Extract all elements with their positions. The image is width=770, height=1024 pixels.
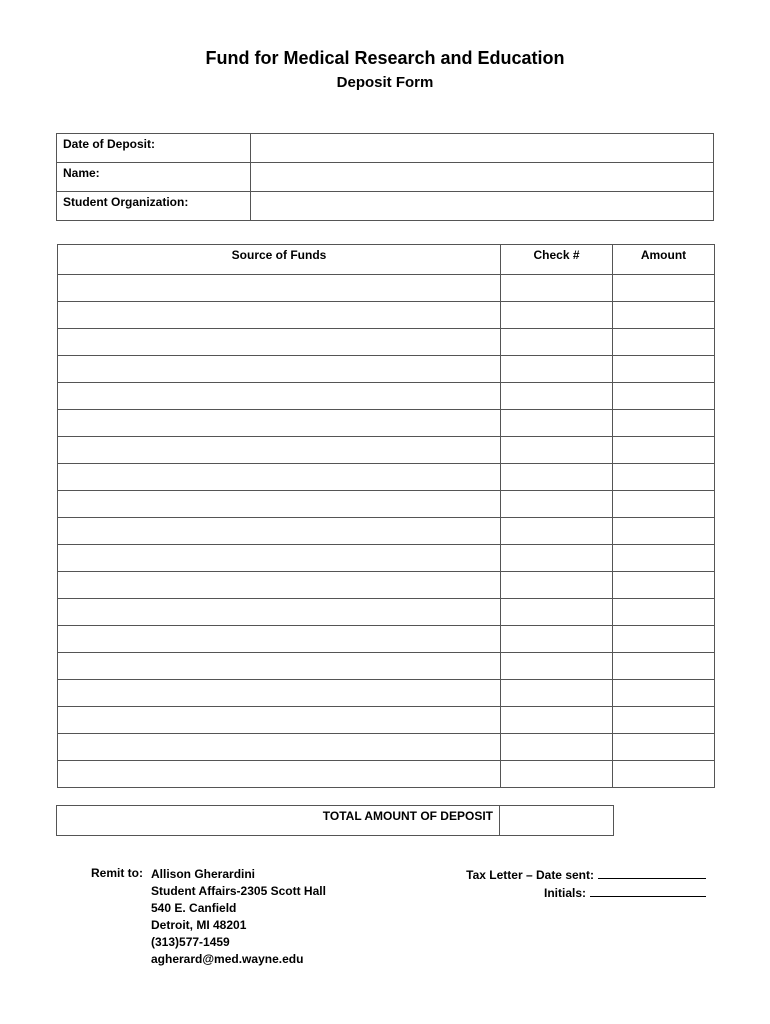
remit-department: Student Affairs-2305 Scott Hall	[151, 884, 326, 898]
funds-row	[58, 734, 715, 761]
tax-date-sent-field[interactable]	[598, 868, 706, 879]
funds-row	[58, 491, 715, 518]
funds-row	[58, 518, 715, 545]
source-of-funds-header: Source of Funds	[58, 245, 501, 275]
amount-cell[interactable]	[613, 653, 715, 680]
funds-row	[58, 437, 715, 464]
remit-to-label: Remit to:	[91, 866, 143, 880]
remit-name: Allison Gherardini	[151, 867, 256, 881]
funds-row	[58, 356, 715, 383]
remit-phone: (313)577-1459	[151, 935, 230, 949]
total-amount-label: TOTAL AMOUNT OF DEPOSIT	[57, 806, 500, 836]
source-of-funds-cell[interactable]	[58, 545, 501, 572]
amount-cell[interactable]	[613, 518, 715, 545]
name-field[interactable]	[251, 163, 714, 192]
remit-city: Detroit, MI 48201	[151, 918, 247, 932]
check-number-cell[interactable]	[501, 653, 613, 680]
student-organization-label: Student Organization:	[57, 192, 251, 221]
date-of-deposit-field[interactable]	[251, 134, 714, 163]
funds-row	[58, 626, 715, 653]
check-number-header: Check #	[501, 245, 613, 275]
source-of-funds-cell[interactable]	[58, 302, 501, 329]
source-of-funds-cell[interactable]	[58, 491, 501, 518]
amount-cell[interactable]	[613, 761, 715, 788]
check-number-cell[interactable]	[501, 518, 613, 545]
source-of-funds-cell[interactable]	[58, 626, 501, 653]
name-label: Name:	[57, 163, 251, 192]
source-of-funds-cell[interactable]	[58, 437, 501, 464]
student-organization-field[interactable]	[251, 192, 714, 221]
remit-address	[151, 866, 326, 968]
check-number-cell[interactable]	[501, 680, 613, 707]
tax-initials-line	[466, 884, 706, 902]
check-number-cell[interactable]	[501, 707, 613, 734]
amount-cell[interactable]	[613, 545, 715, 572]
source-of-funds-cell[interactable]	[58, 275, 501, 302]
check-number-cell[interactable]	[501, 383, 613, 410]
source-of-funds-cell[interactable]	[58, 329, 501, 356]
amount-cell[interactable]	[613, 572, 715, 599]
check-number-cell[interactable]	[501, 734, 613, 761]
funds-row	[58, 572, 715, 599]
amount-cell[interactable]	[613, 707, 715, 734]
tax-letter-block	[466, 866, 706, 902]
funds-row	[58, 302, 715, 329]
funds-row	[58, 464, 715, 491]
funds-row	[58, 599, 715, 626]
deposit-info-table	[56, 133, 714, 221]
amount-cell[interactable]	[613, 410, 715, 437]
check-number-cell[interactable]	[501, 329, 613, 356]
total-amount-field[interactable]	[500, 806, 614, 836]
funds-row	[58, 707, 715, 734]
funds-row	[58, 410, 715, 437]
amount-cell[interactable]	[613, 626, 715, 653]
source-of-funds-cell[interactable]	[58, 680, 501, 707]
funds-table	[57, 244, 715, 788]
form-subtitle: Deposit Form	[336, 74, 434, 91]
amount-cell[interactable]	[613, 734, 715, 761]
source-of-funds-cell[interactable]	[58, 653, 501, 680]
funds-row	[58, 329, 715, 356]
source-of-funds-cell[interactable]	[58, 707, 501, 734]
amount-cell[interactable]	[613, 680, 715, 707]
check-number-cell[interactable]	[501, 356, 613, 383]
check-number-cell[interactable]	[501, 572, 613, 599]
funds-header-row	[58, 245, 715, 275]
funds-row	[58, 383, 715, 410]
source-of-funds-cell[interactable]	[58, 572, 501, 599]
source-of-funds-cell[interactable]	[58, 734, 501, 761]
check-number-cell[interactable]	[501, 761, 613, 788]
funds-row	[58, 275, 715, 302]
amount-cell[interactable]	[613, 356, 715, 383]
amount-header: Amount	[613, 245, 715, 275]
form-title: Fund for Medical Research and Education	[205, 48, 565, 68]
amount-cell[interactable]	[613, 437, 715, 464]
source-of-funds-cell[interactable]	[58, 383, 501, 410]
check-number-cell[interactable]	[501, 491, 613, 518]
tax-initials-field[interactable]	[590, 886, 706, 897]
total-table	[56, 805, 614, 836]
amount-cell[interactable]	[613, 302, 715, 329]
check-number-cell[interactable]	[501, 275, 613, 302]
total-row	[57, 806, 614, 836]
source-of-funds-cell[interactable]	[58, 464, 501, 491]
source-of-funds-cell[interactable]	[58, 410, 501, 437]
tax-initials-label: Initials:	[543, 886, 586, 900]
amount-cell[interactable]	[613, 599, 715, 626]
check-number-cell[interactable]	[501, 410, 613, 437]
check-number-cell[interactable]	[501, 464, 613, 491]
name-row	[57, 163, 714, 192]
check-number-cell[interactable]	[501, 545, 613, 572]
source-of-funds-cell[interactable]	[58, 599, 501, 626]
remit-street: 540 E. Canfield	[151, 901, 237, 915]
amount-cell[interactable]	[613, 464, 715, 491]
source-of-funds-cell[interactable]	[58, 761, 501, 788]
tax-date-sent-line	[466, 866, 706, 884]
remit-email: agherard@med.wayne.edu	[151, 952, 304, 966]
check-number-cell[interactable]	[501, 599, 613, 626]
tax-date-sent-label: Tax Letter – Date sent:	[466, 868, 594, 882]
amount-cell[interactable]	[613, 329, 715, 356]
check-number-cell[interactable]	[501, 302, 613, 329]
date-of-deposit-row	[57, 134, 714, 163]
funds-row	[58, 545, 715, 572]
source-of-funds-cell[interactable]	[58, 356, 501, 383]
student-organization-row	[57, 192, 714, 221]
funds-row	[58, 653, 715, 680]
source-of-funds-cell[interactable]	[58, 518, 501, 545]
check-number-cell[interactable]	[501, 626, 613, 653]
amount-cell[interactable]	[613, 275, 715, 302]
amount-cell[interactable]	[613, 491, 715, 518]
funds-row	[58, 680, 715, 707]
date-of-deposit-label: Date of Deposit:	[57, 134, 251, 163]
amount-cell[interactable]	[613, 383, 715, 410]
check-number-cell[interactable]	[501, 437, 613, 464]
funds-row	[58, 761, 715, 788]
